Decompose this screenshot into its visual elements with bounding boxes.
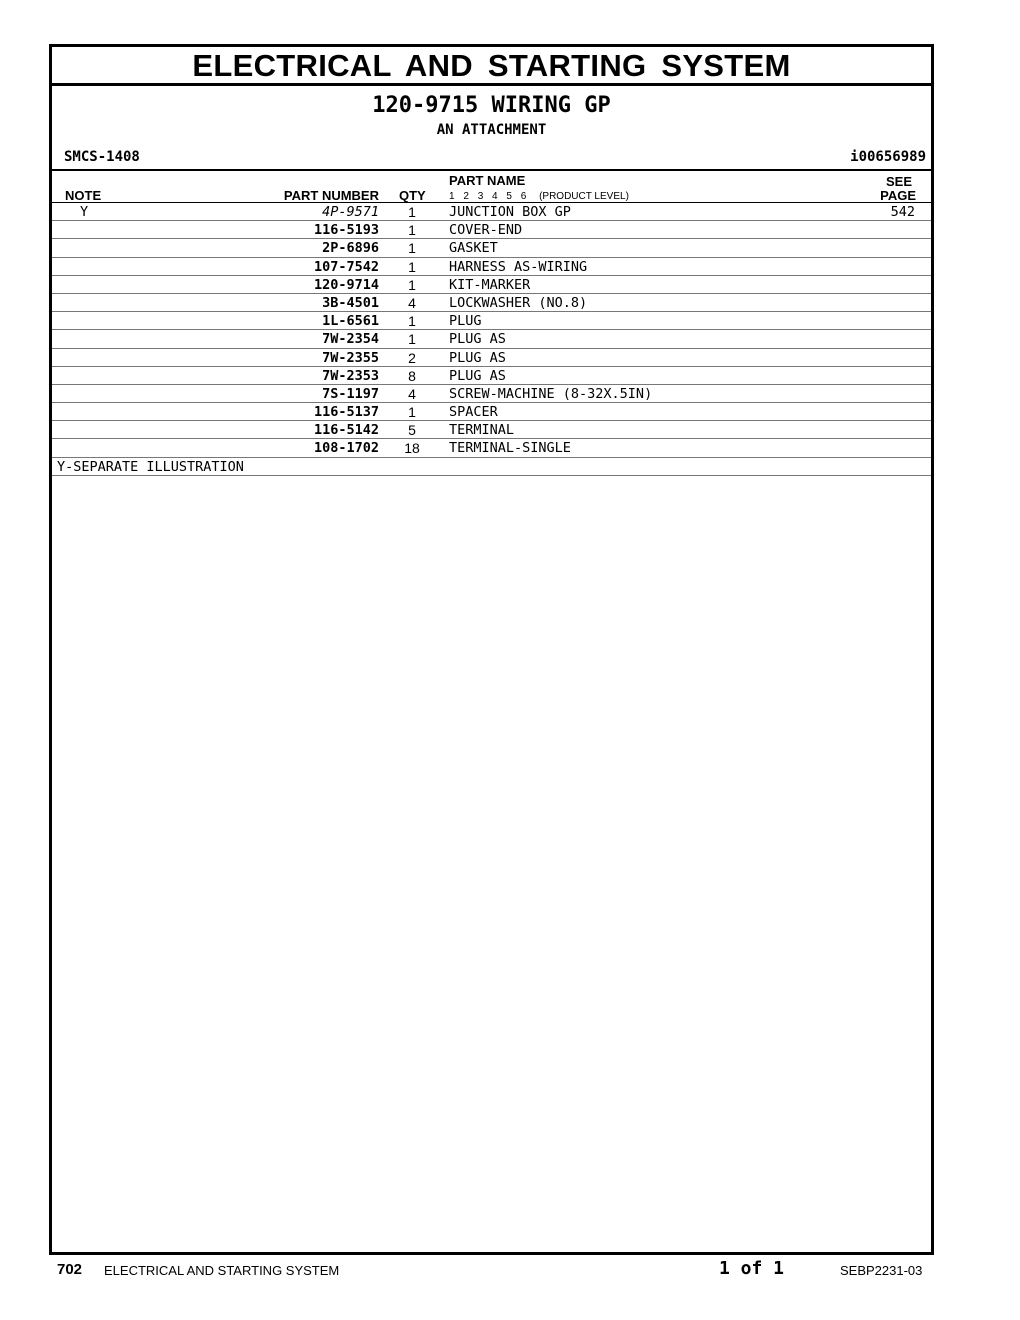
section-title: ELECTRICAL AND STARTING SYSTEM	[52, 47, 931, 86]
footnote: Y-SEPARATE ILLUSTRATION	[52, 458, 931, 476]
table-row	[52, 349, 931, 367]
row-qty: 4	[408, 385, 416, 402]
row-part-number: 2P-6896	[322, 240, 379, 257]
row-note: Y	[80, 204, 89, 220]
row-part-name: KIT-MARKER	[449, 276, 531, 293]
row-part-name: TERMINAL	[449, 422, 515, 439]
table-row	[52, 276, 931, 294]
product-level-4: 4	[492, 191, 498, 202]
row-qty: 1	[408, 222, 416, 239]
row-part-name: HARNESS AS-WIRING	[449, 258, 588, 275]
row-qty: 2	[408, 349, 416, 366]
row-qty: 1	[408, 204, 416, 220]
row-qty: 4	[408, 294, 416, 311]
row-qty: 1	[408, 331, 416, 348]
group-part-number: 120-9715	[372, 93, 479, 118]
product-level-label: (PRODUCT LEVEL)	[539, 191, 629, 202]
row-part-number: 7W-2355	[322, 349, 379, 366]
column-header-note: NOTE	[65, 188, 102, 203]
row-part-name: TERMINAL-SINGLE	[449, 440, 571, 457]
group-heading	[52, 93, 931, 119]
column-header-part-number: PART NUMBER	[283, 188, 379, 203]
row-part-name: SCREW-MACHINE (8-32X.5IN)	[449, 385, 653, 402]
row-part-number: 120-9714	[313, 276, 379, 293]
product-level-2: 2	[463, 191, 469, 202]
table-row	[52, 221, 931, 239]
row-part-number: 1L-6561	[322, 313, 379, 330]
row-part-name: SPACER	[449, 404, 498, 421]
row-see-page: 542	[890, 204, 915, 220]
header-rule-top	[52, 169, 931, 171]
group-name: WIRING GP	[491, 93, 611, 118]
product-level-5: 5	[506, 191, 512, 202]
table-row	[52, 330, 931, 348]
footer-page-number: 702	[57, 1261, 83, 1278]
group-subtitle: AN ATTACHMENT	[436, 122, 547, 138]
row-part-number: 116-5142	[313, 422, 379, 439]
row-part-name: PLUG AS	[449, 331, 506, 348]
column-header-page: PAGE	[880, 188, 916, 203]
table-row	[52, 239, 931, 257]
footer-page-of: 1 of 1	[719, 1258, 785, 1279]
row-part-number: 3B-4501	[322, 294, 379, 311]
illustration-id: i00656989	[850, 149, 926, 165]
row-qty: 1	[408, 404, 416, 421]
row-part-number: 7W-2353	[322, 367, 379, 384]
row-part-name: PLUG AS	[449, 367, 506, 384]
row-qty: 5	[408, 422, 416, 439]
row-part-name: LOCKWASHER (NO.8)	[449, 294, 588, 311]
table-row	[52, 439, 931, 457]
row-part-name: COVER-END	[449, 222, 523, 239]
row-part-name: JUNCTION BOX GP	[449, 204, 571, 220]
row-part-number: 7S-1197	[322, 385, 379, 402]
row-part-number: 116-5193	[313, 222, 379, 239]
table-row	[52, 312, 931, 330]
row-part-name: PLUG	[449, 313, 482, 330]
row-part-number: 108-1702	[313, 440, 379, 457]
table-row	[52, 294, 931, 312]
row-qty: 1	[408, 313, 416, 330]
row-qty: 1	[408, 240, 416, 257]
footer-section: ELECTRICAL AND STARTING SYSTEM	[104, 1263, 340, 1278]
parts-table	[52, 203, 931, 476]
table-row	[52, 203, 931, 221]
product-level-3: 3	[477, 191, 484, 202]
table-row	[52, 403, 931, 421]
row-part-number: 4P-9571	[322, 204, 379, 220]
table-row	[52, 367, 931, 385]
row-part-number: 116-5137	[313, 404, 379, 421]
footer-doc-id: SEBP2231-03	[840, 1263, 923, 1278]
row-part-name: PLUG AS	[449, 349, 506, 366]
column-header-qty: QTY	[399, 188, 426, 203]
smcs-code: SMCS-1408	[64, 149, 140, 165]
row-qty: 8	[408, 367, 416, 384]
row-qty: 1	[408, 258, 416, 275]
column-header-see: SEE	[885, 174, 912, 189]
row-qty: 18	[404, 440, 420, 457]
page-frame	[49, 44, 934, 1255]
row-part-number: 7W-2354	[322, 331, 379, 348]
table-row	[52, 385, 931, 403]
column-header-part-name: PART NAME	[449, 173, 526, 188]
row-part-name: GASKET	[449, 240, 498, 257]
product-level-6: 6	[520, 191, 527, 202]
table-row	[52, 421, 931, 439]
product-level-1: 1	[449, 191, 455, 202]
row-qty: 1	[408, 276, 416, 293]
table-row	[52, 258, 931, 276]
row-part-number: 107-7542	[313, 258, 379, 275]
